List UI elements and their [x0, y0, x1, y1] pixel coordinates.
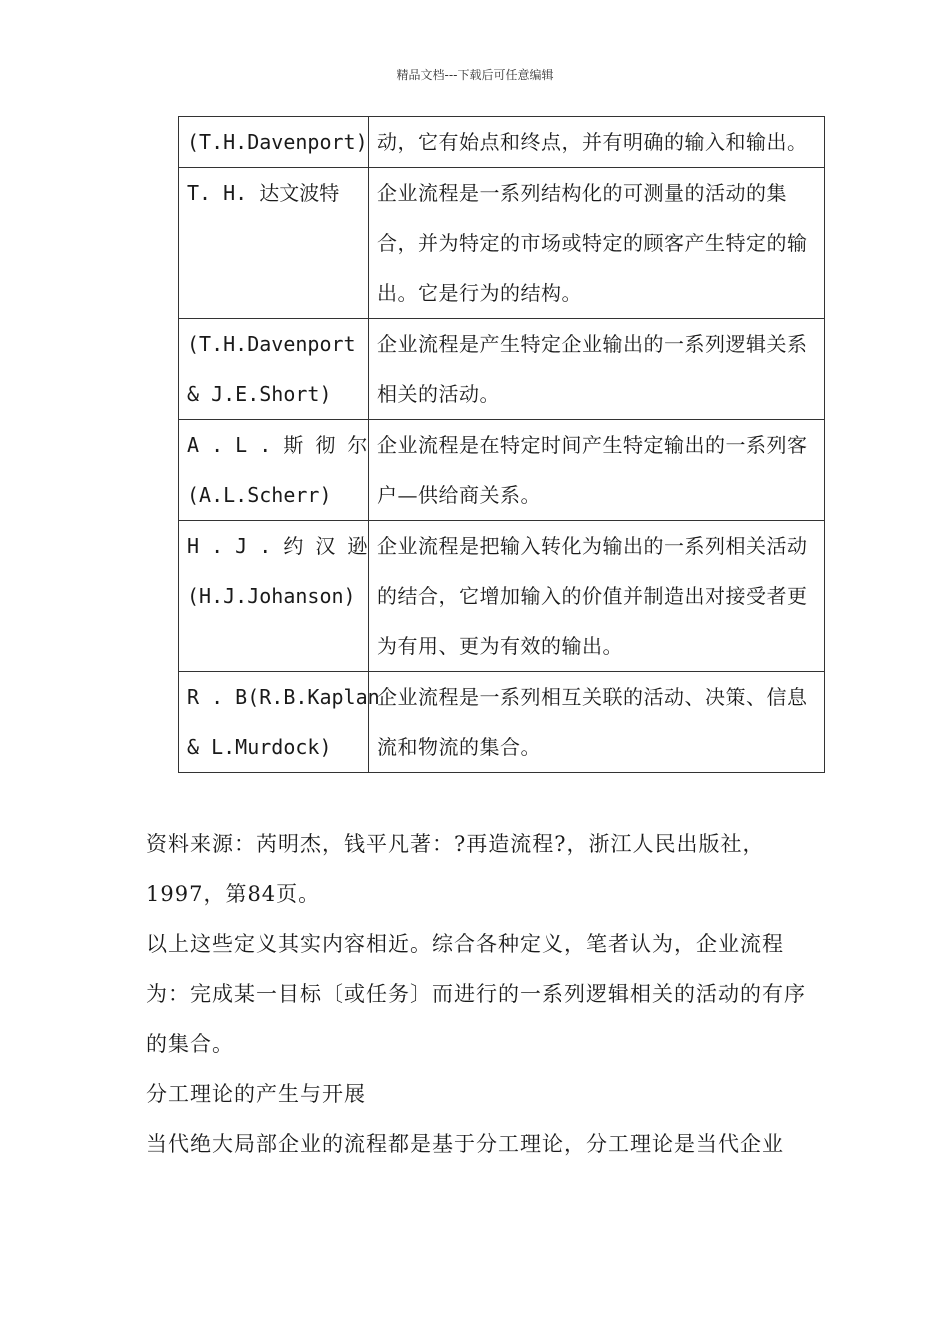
definition-cell: 企业流程是产生特定企业输出的一系列逻辑关系相关的活动。	[369, 319, 825, 420]
author-line: & L.Murdock)	[187, 735, 332, 759]
author-line: (T.H.Davenport)	[187, 130, 368, 154]
author-line: H . J . 约 汉 逊	[187, 534, 368, 558]
author-cell	[179, 420, 369, 521]
author-cell	[179, 168, 369, 319]
page-header: 精品文档---下载后可任意编辑	[396, 68, 554, 82]
author-cell	[179, 319, 369, 420]
definition-cell: 动，它有始点和终点，并有明确的输入和输出。	[369, 117, 825, 168]
body-text	[146, 819, 826, 1169]
author-cell	[179, 521, 369, 672]
author-cell	[179, 672, 380, 773]
author-line: R . B(R.B.Kaplan	[187, 685, 380, 709]
paragraph: 当代绝大局部企业的流程都是基于分工理论，分工理论是当代企业	[146, 1132, 784, 1156]
table-row	[179, 521, 825, 672]
source-citation: 资料来源：芮明杰，钱平凡著：?再造流程?，浙江人民出版社，1997，第84页。	[146, 832, 765, 906]
section-heading: 分工理论的产生与开展	[146, 1082, 366, 1106]
definition-cell: 企业流程是把输入转化为输出的一系列相关活动的结合，它增加输入的价值并制造出对接受者更为有用、更为有效的输出。	[369, 521, 825, 672]
paragraph: 以上这些定义其实内容相近。综合各种定义，笔者认为，企业流程为：完成某一目标〔或任务〕而进行的一系列逻辑相关的活动的有序的集合。	[146, 932, 806, 1056]
table-row	[179, 319, 825, 420]
author-cell	[179, 117, 369, 168]
author-line: (T.H.Davenport	[187, 332, 356, 356]
definitions-table	[178, 116, 825, 773]
definition-cell: 企业流程是在特定时间产生特定输出的一系列客户—供给商关系。	[369, 420, 825, 521]
table-row	[179, 672, 825, 773]
author-line: & J.E.Short)	[187, 382, 332, 406]
table-row	[179, 420, 825, 521]
author-line: A . L . 斯 彻 尔	[187, 433, 368, 457]
table-row	[179, 168, 825, 319]
definition-cell: 企业流程是一系列相互关联的活动、决策、信息流和物流的集合。	[369, 672, 825, 773]
author-line: (H.J.Johanson)	[187, 584, 356, 608]
author-line: T. H. 达文波特	[187, 181, 340, 205]
definition-cell: 企业流程是一系列结构化的可测量的活动的集合，并为特定的市场或特定的顾客产生特定的输出。它是行为的结构。	[369, 168, 825, 319]
table-row	[179, 117, 825, 168]
author-line: (A.L.Scherr)	[187, 483, 332, 507]
